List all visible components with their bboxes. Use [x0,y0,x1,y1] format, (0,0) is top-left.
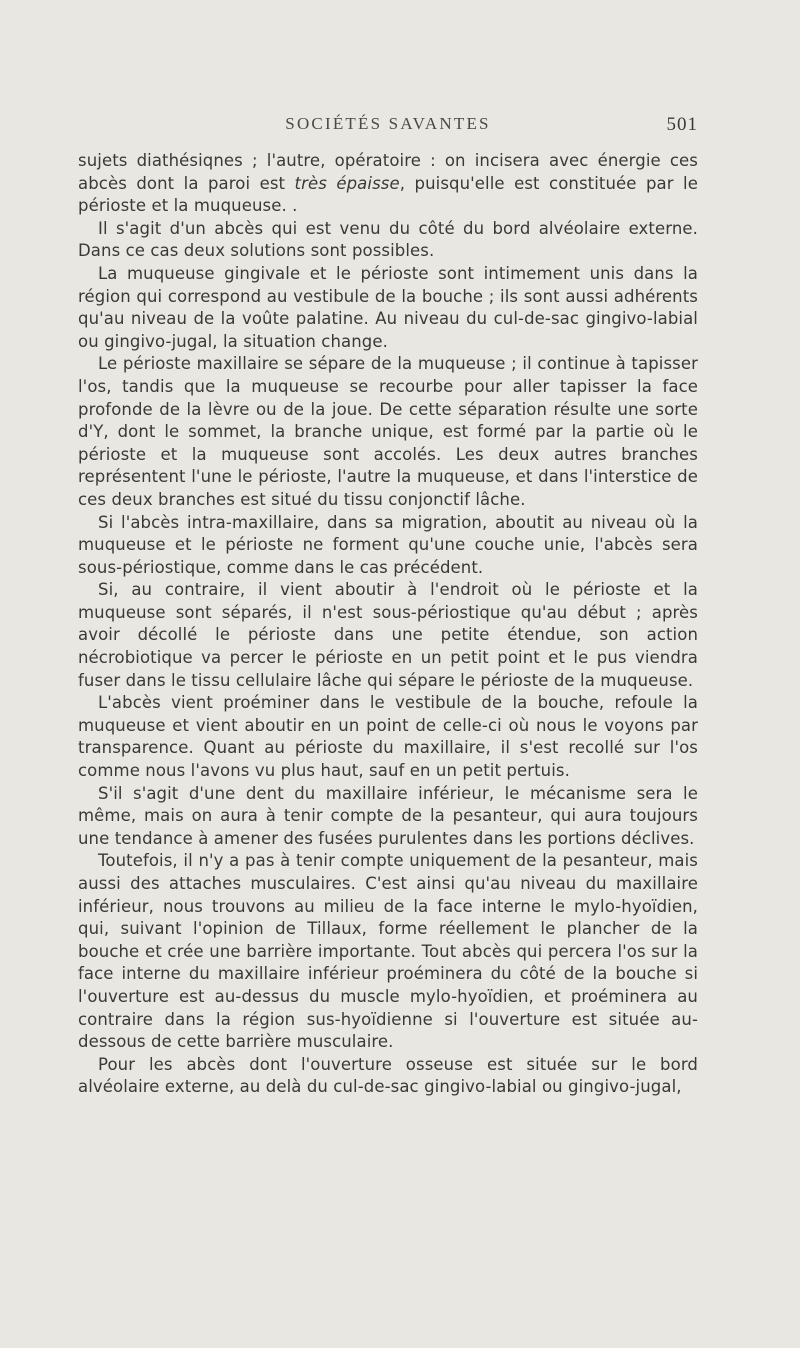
paragraph-text: , puisqu'elle est constituée par le périoste et la muqueuse. . [78,173,698,216]
paragraph: L'abcès vient proéminer dans le vestibule de la bouche, refoule la muqueuse et vient aboutir en un point de celle-ci où nous le voyons par transparence. Quant au périoste du maxillaire, il s'est recollé sur l'os comme nous l'avons vu plus haut, sauf en un petit pertuis. [78,693,698,781]
paragraph: Toutefois, il n'y a pas à tenir compte uniquement de la pesanteur, mais aussi des attaches musculaires. C'est ainsi qu'au niveau du maxillaire inférieur, nous trouvons au milieu de la face interne le mylo-hyoïdien, qui, suivant l'opinion de Tillaux, forme réellement le plancher de la bouche et crée une barrière importante. Tout abcès qui percera l'os sur la face interne du maxillaire inférieur proéminera du côté de la bouche si l'ouverture est au-dessus du muscle mylo-hyoïdien, et proéminera au contraire dans la région sus-hyoïdienne si l'ouverture est située au-dessous de cette barrière musculaire. [78,851,698,1052]
page-header [78,114,698,138]
paragraph: S'il s'agit d'une dent du maxillaire inférieur, le mécanisme sera le même, mais on aura à tenir compte de la pesanteur, qui aura toujours une tendance à amener des fusées purulentes dans les portions déclives. [78,783,698,848]
paragraph: Le périoste maxillaire se sépare de la muqueuse ; il continue à tapisser l'os, tandis que la muqueuse se recourbe pour aller tapisser la face profonde de la lèvre ou de la joue. De cette séparation résulte une sorte d'Y, dont le sommet, la branche unique, est formé par la partie où le périoste et la muqueuse sont accolés. Les deux autres branches représentent l'une le périoste, l'autre la muqueuse, et dans l'interstice de ces deux branches est situé du tissu conjonctif lâche. [78,354,698,509]
paragraph: Pour les abcès dont l'ouverture osseuse est située sur le bord alvéolaire externe, au delà du cul-de-sac gingivo-labial ou gingivo-jugal, [78,1054,698,1097]
paragraph-text: sujets diathésiqnes ; l'autre, opératoire : on incisera avec énergie ces abcès dont la paroi est [78,151,698,193]
paragraph [78,150,698,218]
running-head: SOCIÉTÉS SAVANTES [285,114,491,133]
paragraph: Si l'abcès intra-maxillaire, dans sa migration, aboutit au niveau où la muqueuse et le périoste ne forment qu'une couche unie, l'abcès sera sous-périostique, comme dans le cas précédent. [78,512,698,577]
emphasized-text: très épaisse [294,173,400,193]
paragraph: La muqueuse gingivale et le périoste sont intimement unis dans la région qui correspond au vestibule de la bouche ; ils sont aussi adhérents qu'au niveau de la voûte palatine. Au niveau du cul-de-sac gingivo-labial ou gingivo-jugal, la situation change. [78,263,698,351]
paragraph: Si, au contraire, il vient aboutir à l'endroit où le périoste et la muqueuse sont séparés, il n'est sous-périostique qu'au début ; après avoir décollé le périoste dans une petite étendue, son action nécrobiotique va percer le périoste en un petit point et le pus viendra fuser dans le tissu cellulaire lâche qui sépare le périoste de la muqueuse. [78,580,698,690]
paragraph: Il s'agit d'un abcès qui est venu du côté du bord alvéolaire externe. Dans ce cas deux solutions sont possibles. [78,218,698,261]
body-text [78,150,698,1099]
page-number: 501 [666,114,698,135]
